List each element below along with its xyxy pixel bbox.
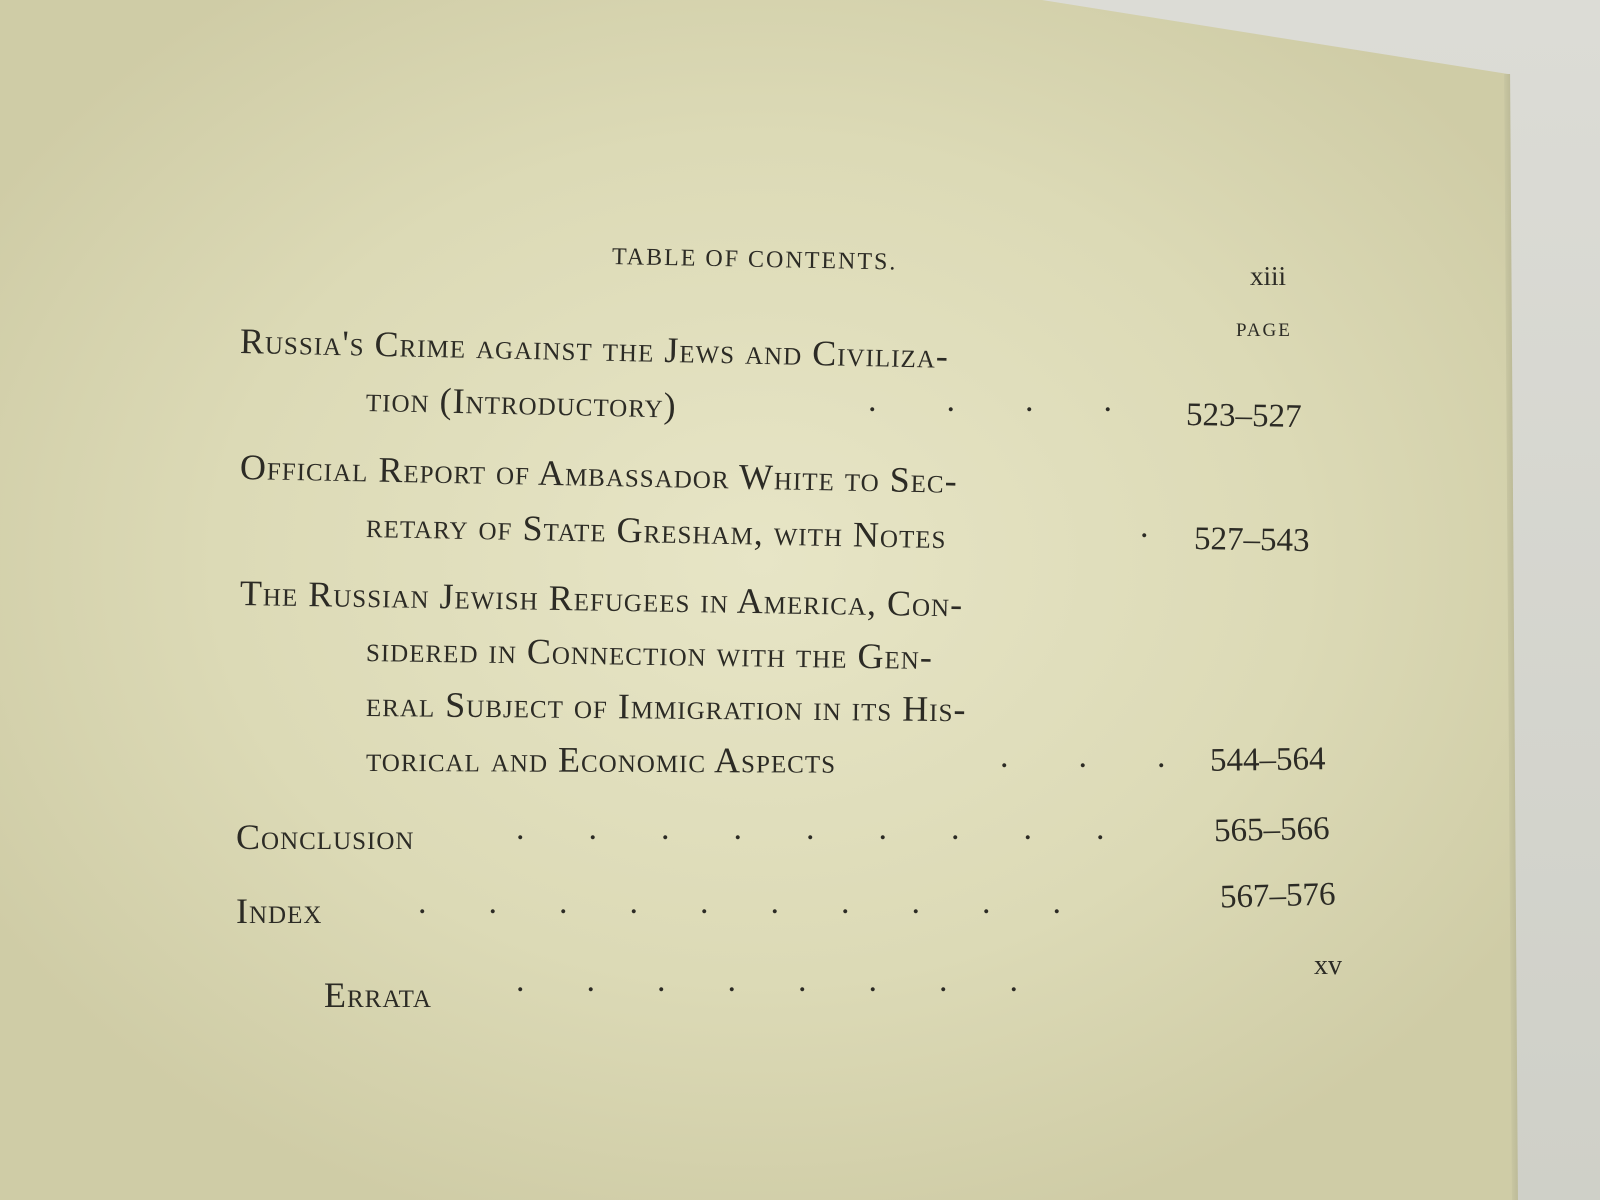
toc-entry-line: Russia's Crime against the Jews and Civiliza- <box>239 321 950 376</box>
leader-dots: ... <box>1000 738 1236 775</box>
leader-dots: .......... <box>418 884 1123 921</box>
toc-entry-line: sidered in Connection with the Gen- <box>365 629 934 677</box>
leader-dots: .... <box>868 382 1182 419</box>
toc-entry-line: Official Report of Ambassador White to Sec- <box>239 447 959 501</box>
toc-entry-line: eral Subject of Immigration in its His- <box>365 684 967 730</box>
toc-entry-line: Index <box>236 891 323 931</box>
toc-page-range: 544–564 <box>1209 741 1326 779</box>
page-column-label: PAGE <box>1236 320 1292 341</box>
leader-dots: . <box>1140 508 1219 545</box>
toc-page-range: 567–576 <box>1219 876 1336 916</box>
toc-page-range: 565–566 <box>1213 810 1330 850</box>
toc-entry-line: torical and Economic Aspects <box>365 739 837 781</box>
running-head: TABLE OF CONTENTS. <box>611 244 898 276</box>
toc-page-range: 527–543 <box>1193 520 1310 560</box>
toc-entry-line: Conclusion <box>236 817 415 857</box>
leader-dots: ......... <box>516 810 1169 847</box>
toc-page-range: 523–527 <box>1185 396 1302 436</box>
toc-entry-line: retary of State Gresham, with Notes <box>365 505 947 557</box>
page-number: xiii <box>1250 261 1287 291</box>
toc-entry-line: Errata <box>324 975 432 1015</box>
toc-entry-line: The Russian Jewish Refugees in America, Con- <box>239 573 964 625</box>
leader-dots: ........ <box>516 962 1080 999</box>
toc-entry-line: tion (Introductory) <box>365 379 678 426</box>
toc-page-range: xv <box>1314 950 1342 981</box>
